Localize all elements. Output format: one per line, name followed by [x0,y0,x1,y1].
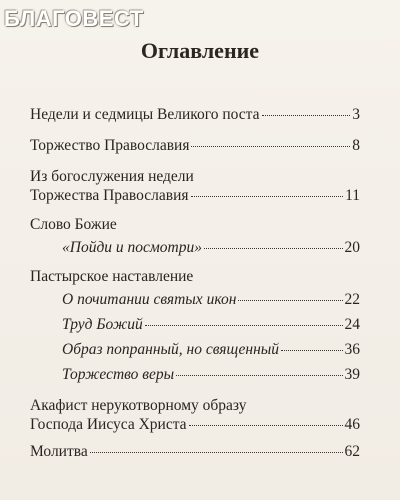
toc-page-number: 11 [345,187,360,204]
toc-entry [30,442,360,461]
dot-leader [238,290,342,301]
toc-entry [30,340,360,359]
toc-entry [30,290,360,309]
page-title: Оглавление [140,38,260,63]
toc-entry-title-line1: Акафист нерукотворному образу [30,397,247,414]
toc-entry-title: О почитании святых икон [62,291,237,308]
toc-entry-title: Торжество веры [62,366,175,383]
toc-entry-title: Недели и седмицы Великого поста [30,106,260,123]
toc-entry-title: Труд Божий [62,316,143,333]
toc-page-number: 22 [344,291,360,308]
section-heading: Слово Божие [30,216,117,233]
watermark-logo: БЛАГОВЕСТ [4,6,144,31]
dot-leader [176,365,342,376]
toc-entry [30,365,360,384]
toc-entry [30,396,360,434]
dot-leader [191,136,350,147]
toc-section-heading [30,215,360,234]
dot-leader [204,238,343,249]
section-heading: Пастырское наставление [30,268,194,285]
toc-entry [30,136,360,155]
table-of-contents [30,105,360,469]
toc-entry [30,167,360,205]
dot-leader [145,315,343,326]
dot-leader [189,415,343,426]
dot-leader [281,340,342,351]
toc-entry-title: Торжества Православия [30,187,189,204]
toc-page-number: 24 [344,316,360,333]
toc-entry-title: Образ попранный, но священный [62,341,280,358]
toc-entry-title-line1: Из богослужения недели [30,168,194,185]
toc-entry [30,105,360,124]
toc-page-number: 36 [344,341,360,358]
toc-page-number: 62 [344,443,360,460]
toc-page-number: 20 [344,239,360,256]
toc-section-heading [30,267,360,286]
toc-page-number: 3 [352,106,360,123]
dot-leader [90,442,343,453]
toc-entry-title: Торжество Православия [30,137,190,154]
toc-entry [30,315,360,334]
toc-entry-title: Молитва [30,443,88,460]
dot-leader [191,186,344,197]
toc-page-number: 46 [344,416,360,433]
toc-page-number: 8 [352,137,360,154]
toc-entry [30,238,360,257]
toc-page-number: 39 [344,366,360,383]
toc-entry-title: Господа Иисуса Христа [30,416,187,433]
dot-leader [262,105,351,116]
toc-entry-title: «Пойди и посмотри» [62,239,202,256]
